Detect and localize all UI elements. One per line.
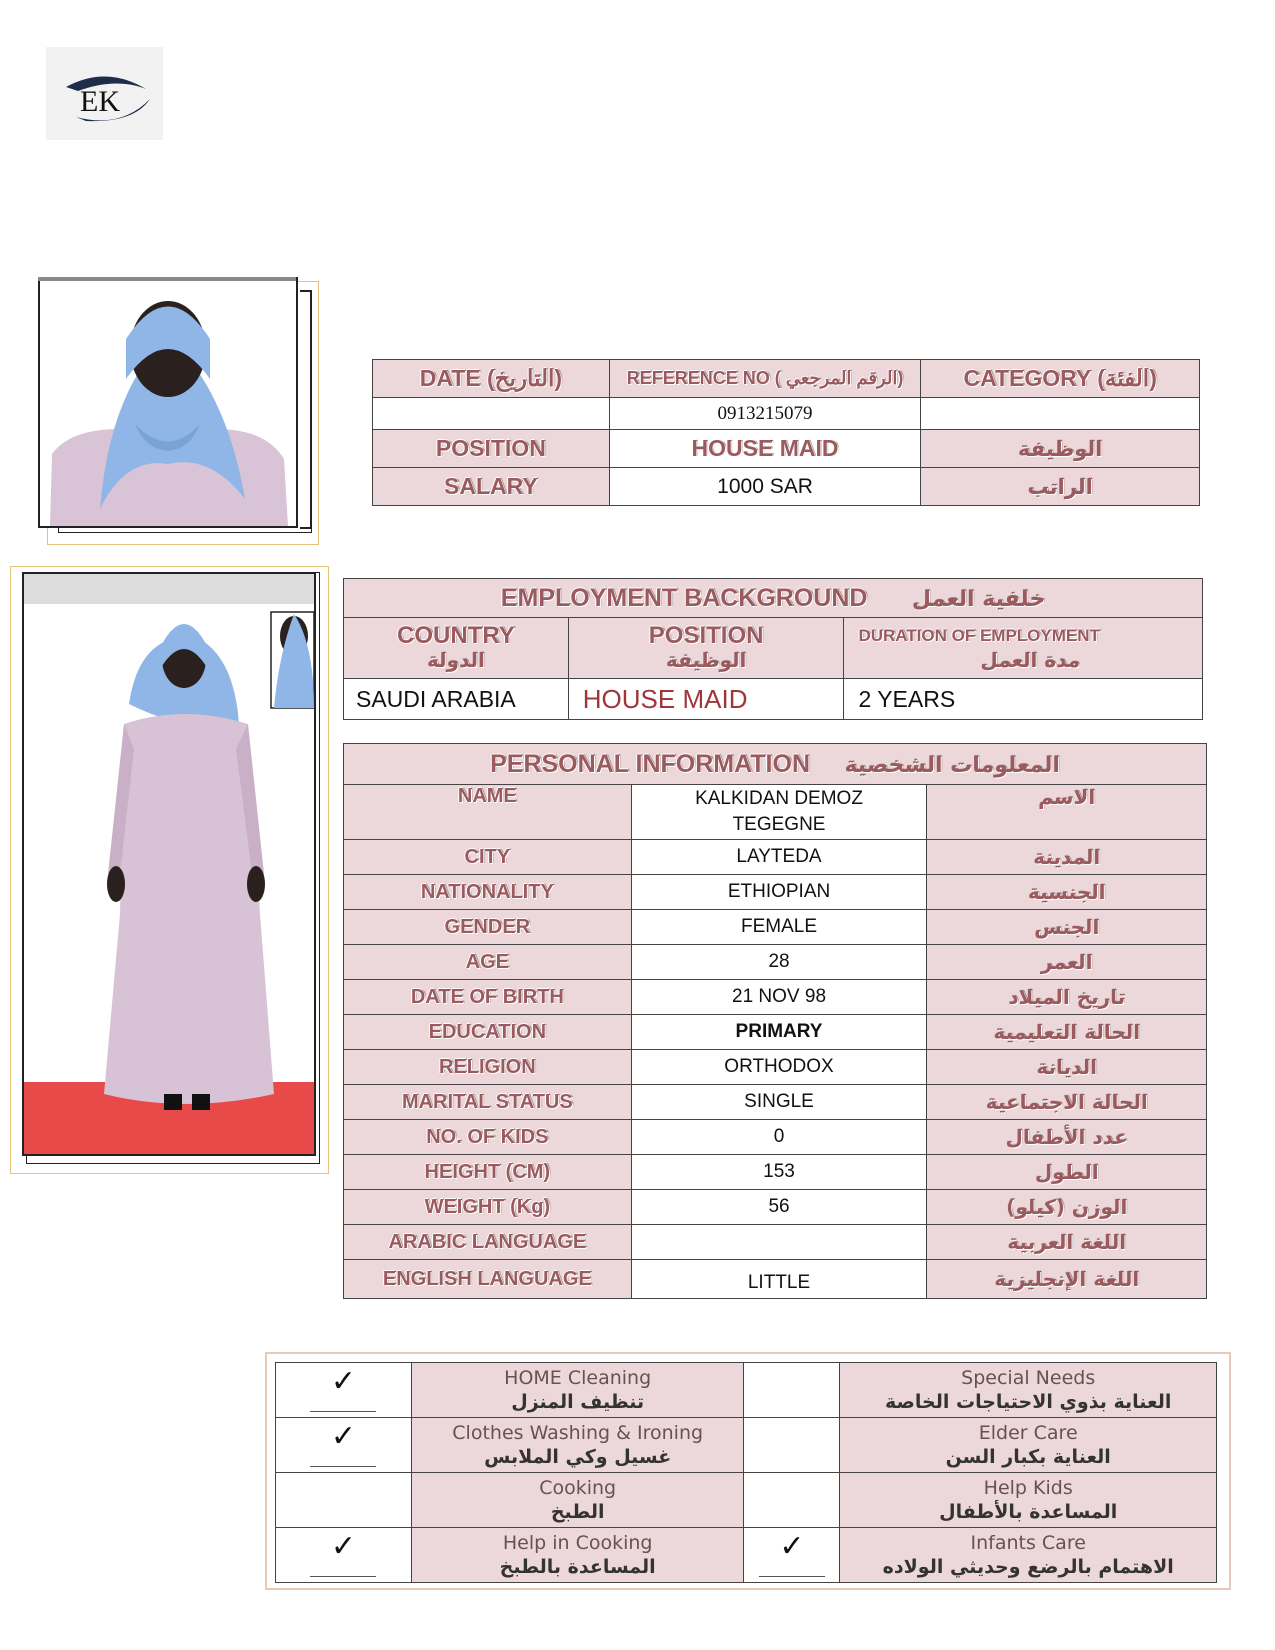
logo-icon (46, 47, 163, 140)
check-mark-icon: ✓ (779, 1529, 805, 1563)
skill-check-left (276, 1418, 412, 1473)
country-header-ar: الدولة (426, 648, 485, 672)
info-label-ar: عدد الأطفال (927, 1120, 1207, 1155)
employment-table (343, 578, 1203, 720)
skill-right (840, 1528, 1217, 1583)
check-mark-icon: ✓ (330, 1364, 356, 1398)
info-value: 56 (631, 1190, 927, 1225)
info-label-ar: الحالة الاجتماعية (927, 1085, 1207, 1120)
duration-header-ar: مدة العمل (980, 648, 1081, 672)
skill-check-right (744, 1363, 840, 1418)
date-value (373, 398, 610, 430)
skill-label: HOME Cleaning (504, 1367, 652, 1389)
info-label: GENDER (344, 910, 632, 945)
info-label: WEIGHT (Kg) (344, 1190, 632, 1225)
full-body-photo (22, 572, 316, 1156)
portrait-photo-edge (300, 290, 312, 529)
info-label: NO. OF KIDS (344, 1120, 632, 1155)
category-value (921, 398, 1200, 430)
info-label-ar: العمر (927, 945, 1207, 980)
skill-check-left (276, 1363, 412, 1418)
skill-label: Clothes Washing & Ironing (452, 1422, 704, 1444)
portrait-photo-top-line (38, 277, 296, 281)
info-label-ar: الحالة التعليمية (927, 1015, 1207, 1050)
info-value: LITTLE (631, 1260, 927, 1299)
skill-label-ar: غسيل وكي الملابس (484, 1446, 672, 1468)
country-header: COUNTRY (397, 622, 515, 649)
duration-header: DURATION OF EMPLOYMENT (858, 626, 1100, 645)
info-value: ETHIOPIAN (631, 875, 927, 910)
svg-text:EK: EK (80, 85, 120, 118)
skills-table (275, 1362, 1217, 1583)
info-label: AGE (344, 945, 632, 980)
salary-value: 1000 SAR (609, 468, 921, 506)
info-value: PRIMARY (631, 1015, 927, 1050)
skill-left (411, 1418, 744, 1473)
skill-right (840, 1363, 1217, 1418)
position-header: POSITION (648, 622, 764, 649)
personal-info-table (343, 743, 1207, 1299)
position-header-ar: الوظيفة (665, 648, 747, 672)
info-label: CITY (344, 840, 632, 875)
skill-check-left (276, 1473, 412, 1528)
summary-table (372, 359, 1200, 506)
portrait-photo (38, 277, 298, 528)
skill-left (411, 1528, 744, 1583)
position-label-ar: الوظيفة (921, 430, 1200, 468)
info-value: 0 (631, 1120, 927, 1155)
info-value: FEMALE (631, 910, 927, 945)
skill-label: Infants Care (970, 1532, 1086, 1554)
info-label-ar: تاريخ الميلاد (927, 980, 1207, 1015)
skill-check-right (744, 1473, 840, 1528)
skill-label-ar: العناية بكبار السن (945, 1446, 1111, 1468)
company-logo (46, 47, 163, 140)
personal-info-title-ar: المعلومات الشخصية (844, 752, 1060, 778)
skill-label-ar: تنظيف المنزل (511, 1391, 645, 1413)
skill-label: Help in Cooking (502, 1532, 653, 1554)
info-label: RELIGION (344, 1050, 632, 1085)
info-label-ar: الوزن (كيلو) (927, 1190, 1207, 1225)
info-label-ar: الاسم (927, 785, 1207, 840)
reference-value: 0913215079 (609, 398, 921, 430)
employment-title-ar: خلفية العمل (911, 586, 1046, 612)
info-label: NATIONALITY (344, 875, 632, 910)
category-header: CATEGORY (الفئة) (921, 360, 1200, 398)
info-label: ARABIC LANGUAGE (344, 1225, 632, 1260)
skill-label-ar: الاهتمام بالرضع وحديثي الولاده (882, 1556, 1174, 1578)
info-label-ar: الجنسية (927, 875, 1207, 910)
employment-title: EMPLOYMENT BACKGROUND (500, 583, 868, 612)
skill-row (276, 1418, 1217, 1473)
employment-duration: 2 YEARS (844, 679, 1203, 720)
info-label: HEIGHT (CM) (344, 1155, 632, 1190)
reference-header: REFERENCE NO ( الرقم المرجعي) (609, 360, 921, 398)
skill-row (276, 1473, 1217, 1528)
skill-right (840, 1418, 1217, 1473)
employment-position: HOUSE MAID (568, 679, 844, 720)
position-value: HOUSE MAID (609, 430, 921, 468)
info-label-ar: اللغة العربية (927, 1225, 1207, 1260)
salary-label: SALARY (373, 468, 610, 506)
skill-label: Special Needs (961, 1367, 1096, 1389)
skill-left (411, 1473, 744, 1528)
skill-label: Cooking (539, 1477, 617, 1499)
info-label-ar: المدينة (927, 840, 1207, 875)
check-mark-icon: ✓ (330, 1529, 356, 1563)
skill-row (276, 1363, 1217, 1418)
skill-label-ar: الطبخ (550, 1501, 605, 1523)
info-value: 153 (631, 1155, 927, 1190)
skill-check-left (276, 1528, 412, 1583)
info-label-ar: الديانة (927, 1050, 1207, 1085)
skill-check-right (744, 1528, 840, 1583)
info-value: 21 NOV 98 (631, 980, 927, 1015)
skill-label-ar: المساعدة بالأطفال (939, 1501, 1118, 1523)
skill-label: Elder Care (978, 1422, 1078, 1444)
info-label: DATE OF BIRTH (344, 980, 632, 1015)
info-label-ar: الطول (927, 1155, 1207, 1190)
info-value (631, 1225, 927, 1260)
info-label: NAME (344, 785, 632, 840)
info-label: MARITAL STATUS (344, 1085, 632, 1120)
skill-row (276, 1528, 1217, 1583)
info-value: SINGLE (631, 1085, 927, 1120)
employment-country: SAUDI ARABIA (344, 679, 569, 720)
skill-label: Help Kids (983, 1477, 1073, 1499)
info-label-ar: اللغة الإنجليزية (927, 1260, 1207, 1299)
info-value: ORTHODOX (631, 1050, 927, 1085)
skill-label-ar: العناية بذوي الاحتياجات الخاصة (885, 1391, 1172, 1413)
date-header: DATE (التاريخ) (373, 360, 610, 398)
info-value: 28 (631, 945, 927, 980)
position-label: POSITION (373, 430, 610, 468)
salary-label-ar: الراتب (921, 468, 1200, 506)
personal-info-title: PERSONAL INFORMATION (490, 749, 811, 778)
skill-left (411, 1363, 744, 1418)
skill-right (840, 1473, 1217, 1528)
info-label: EDUCATION (344, 1015, 632, 1050)
info-value-name: KALKIDAN DEMOZ TEGEGNE (631, 785, 927, 840)
info-label: ENGLISH LANGUAGE (344, 1260, 632, 1299)
skill-label-ar: المساعدة بالطبخ (499, 1556, 656, 1578)
info-label-ar: الجنس (927, 910, 1207, 945)
check-mark-icon: ✓ (330, 1419, 356, 1453)
skill-check-right (744, 1418, 840, 1473)
info-value: LAYTEDA (631, 840, 927, 875)
